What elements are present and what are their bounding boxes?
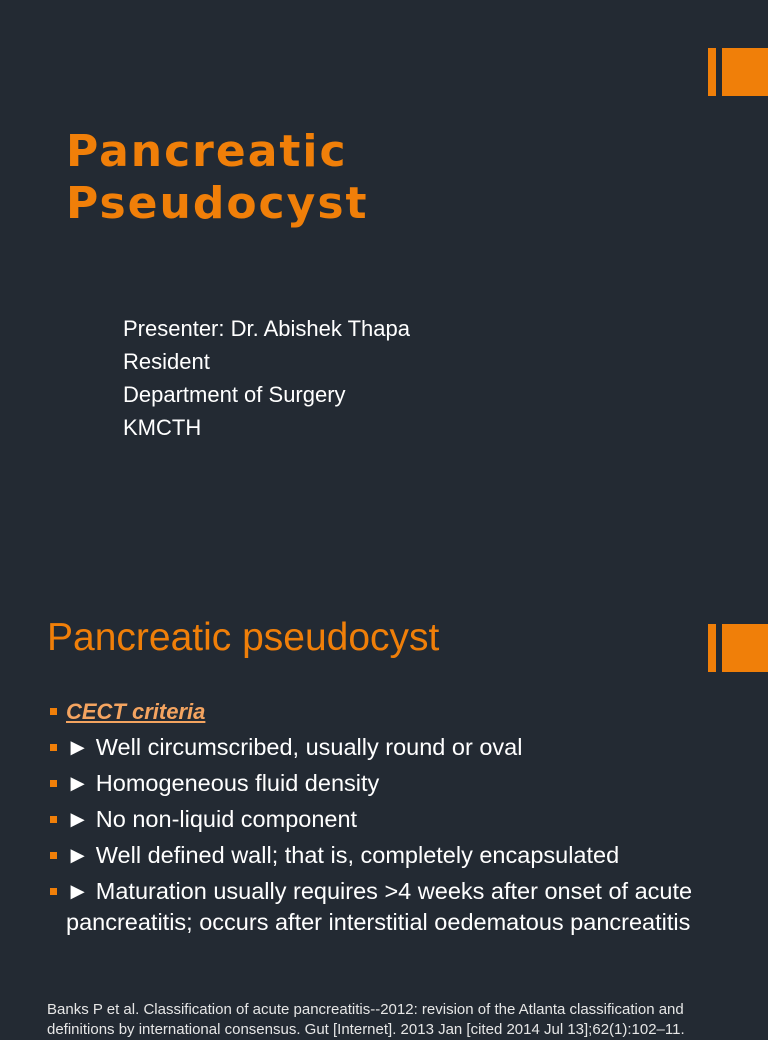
accent-bar-thin [708,48,716,96]
list-item [48,732,728,763]
list-item [48,876,728,938]
bullet-text: ► Well circumscribed, usually round or oval [66,734,523,760]
bullet-text: ► Well defined wall; that is, completely encapsulated [66,842,620,868]
bullet-text: ► No non-liquid component [66,806,358,832]
bullet-text: ► Homogeneous fluid density [66,770,380,796]
bullet-square-icon [50,708,57,715]
presenter-line: Department of Surgery [123,382,346,407]
list-item [48,768,728,799]
bullet-square-icon [50,816,57,823]
bullet-square-icon [50,852,57,859]
accent-bars [708,624,768,672]
accent-bars [708,48,768,96]
presenter-line: Resident [123,349,210,374]
slide-title: Pancreatic pseudocyst [47,616,440,659]
bullet-square-icon [50,780,57,787]
presenter-line: KMCTH [123,415,202,440]
bullet-square-icon [50,744,57,751]
list-item[interactable] [48,696,728,727]
list-item [48,804,728,835]
title-line: Pseudocyst [66,178,369,229]
bullet-square-icon [50,888,57,895]
presenter-info [123,312,410,444]
presenter-line: Presenter: Dr. Abishek Thapa [123,316,410,341]
accent-bar-thin [708,624,716,672]
slide-title [66,126,369,230]
cect-criteria-link[interactable]: CECT criteria [66,699,206,724]
accent-bar-thick [722,48,768,96]
accent-bar-thick [722,624,768,672]
content-slide [0,576,768,1038]
bullet-list [48,696,728,943]
bullet-text: ► Maturation usually requires >4 weeks after onset of acute pancreatitis; occurs after interstitial oedematous pancreatitis [66,878,693,935]
title-line: Pancreatic [66,126,348,177]
list-item [48,840,728,871]
citation-footnote: Banks P et al. Classification of acute pancreatitis--2012: revision of the Atlanta classification and definitions by international consensus. Gut [Internet]. 2013 Jan [cited 2014 Jul 13];62(1):102–11. [47,1001,685,1038]
